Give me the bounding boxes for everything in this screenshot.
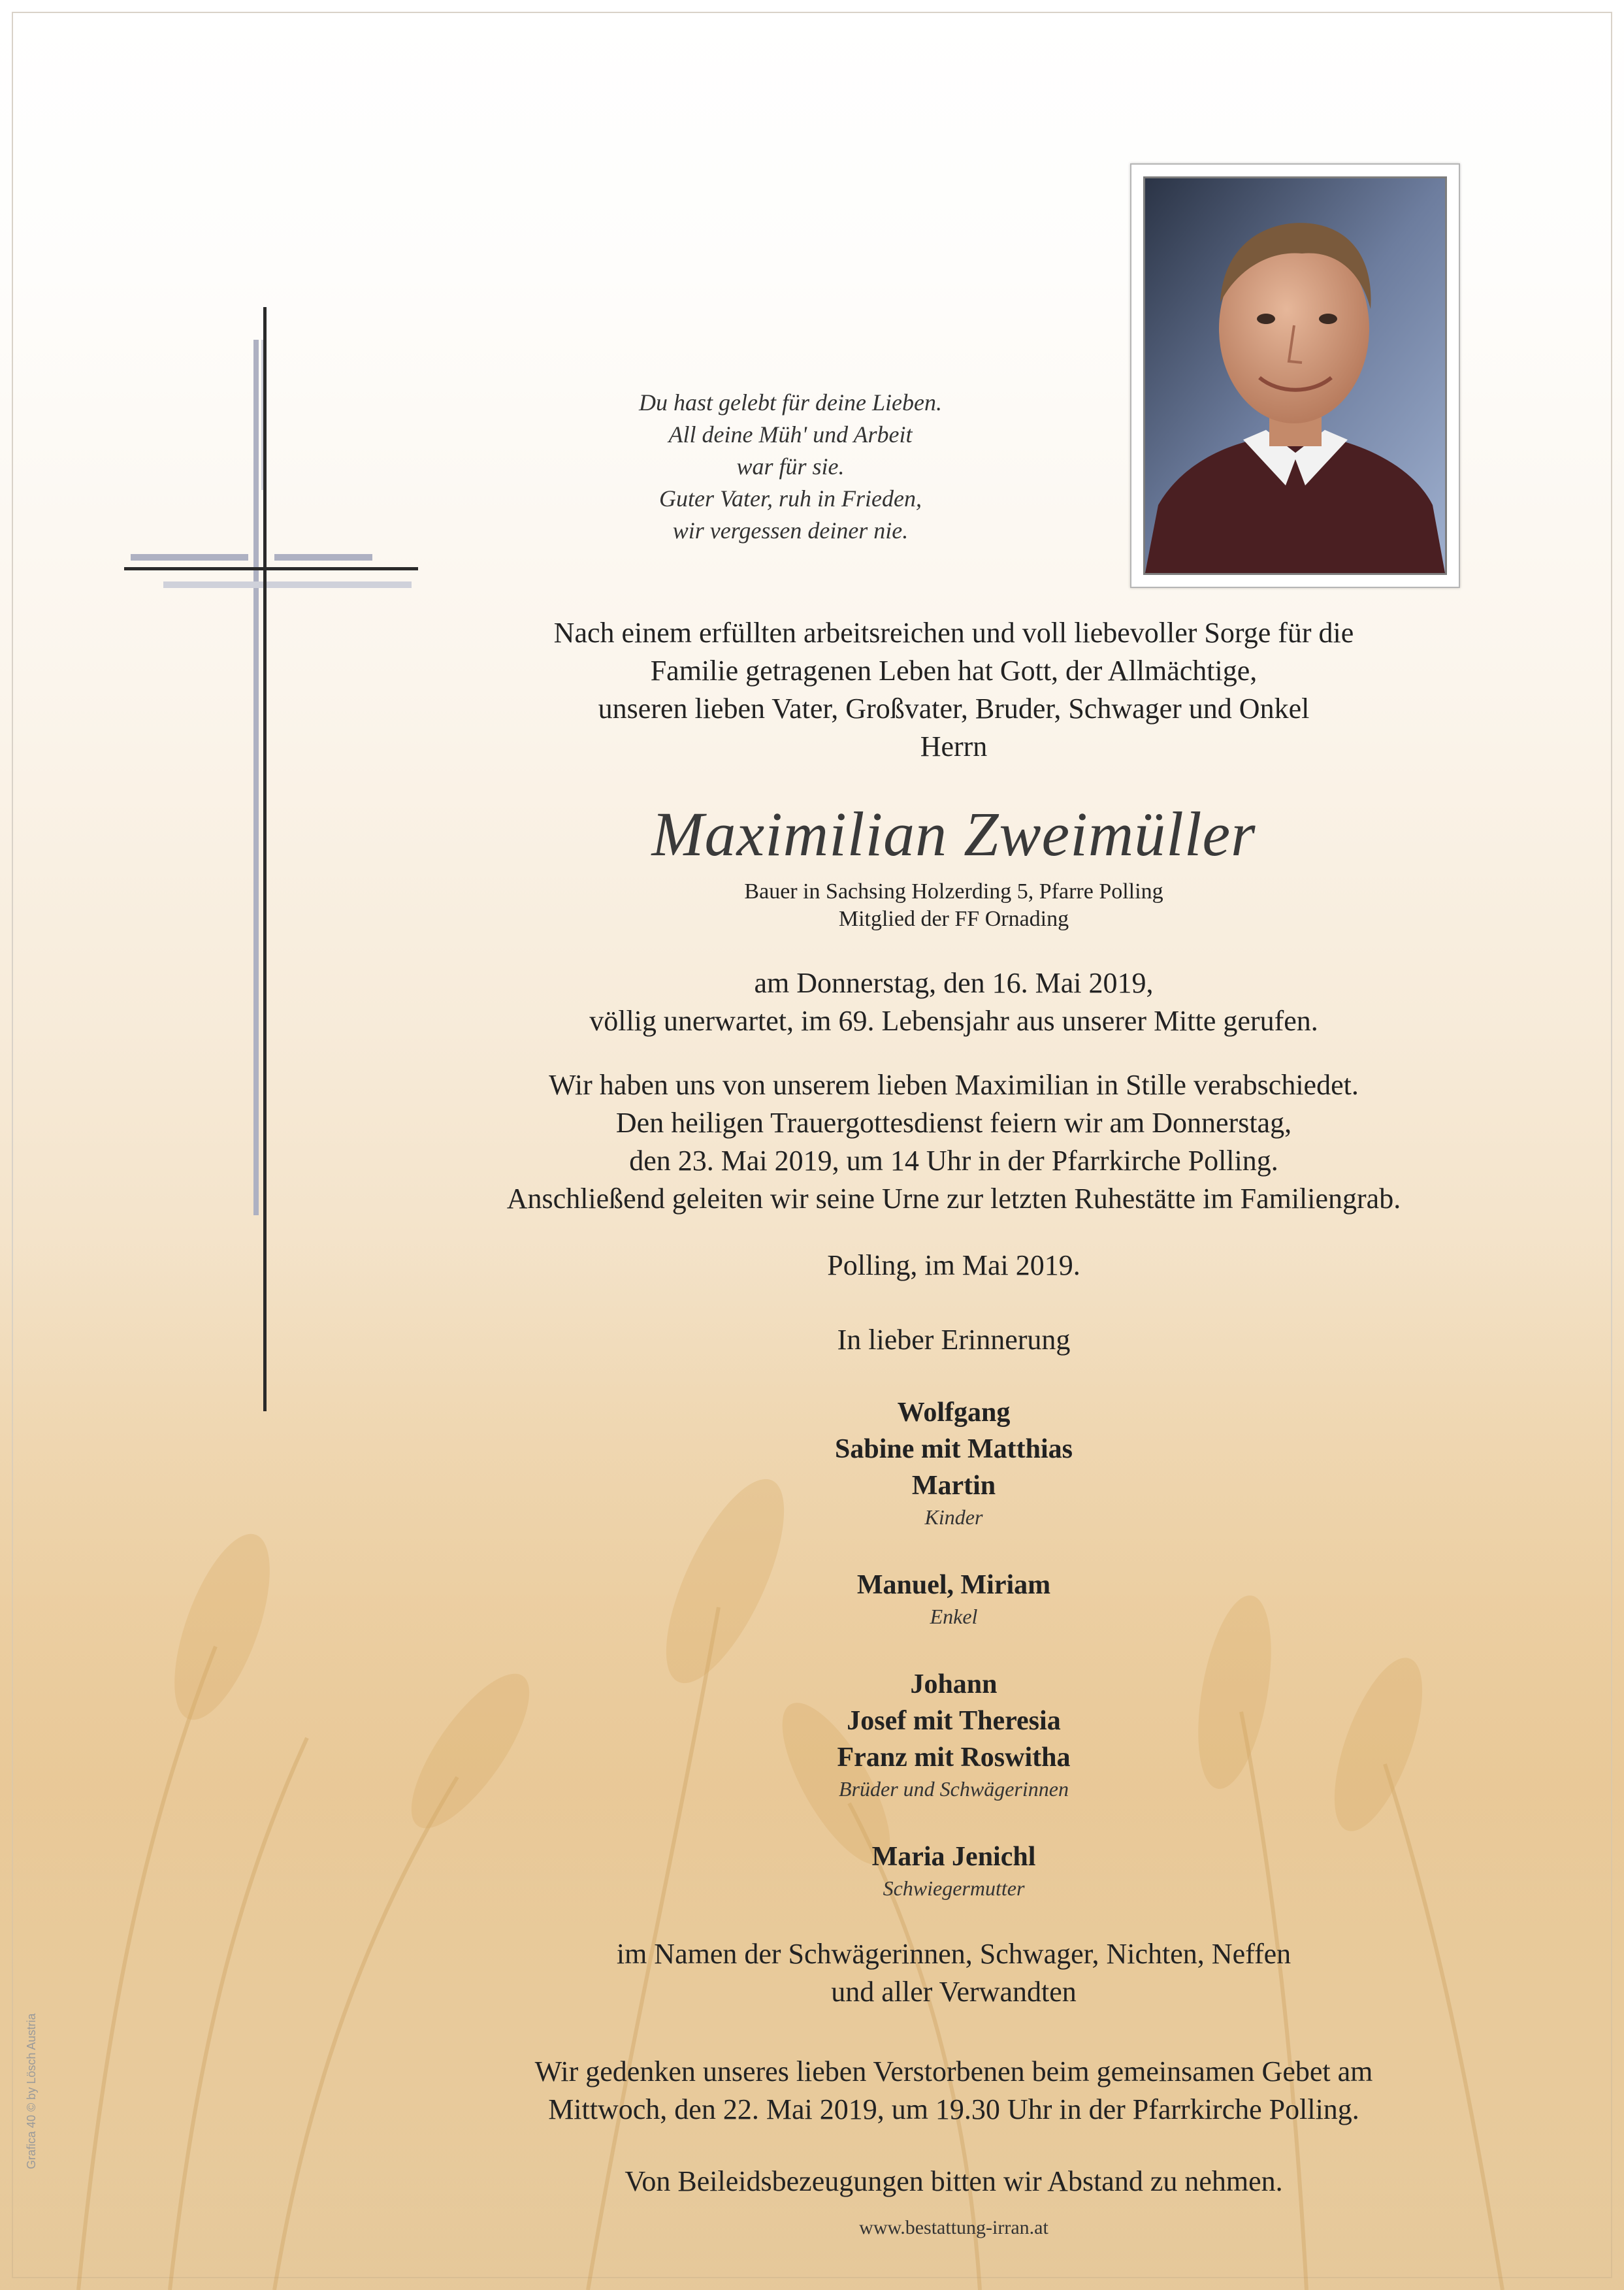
poem-line: Du hast gelebt für deine Lieben. <box>639 389 942 416</box>
intro-line: unseren lieben Vater, Großvater, Bruder, Schwager und Onkel <box>598 693 1310 725</box>
death-notice <box>366 964 1542 1040</box>
relatives-note <box>366 1935 1542 2011</box>
family-name: Wolfgang <box>897 1398 1011 1428</box>
poem-line: war für sie. <box>736 453 845 480</box>
family-group-children <box>366 1394 1542 1530</box>
deceased-membership: Mitglied der FF Ornading <box>838 907 1069 931</box>
place-date: Polling, im Mai 2019. <box>827 1249 1080 1281</box>
poem-line: Guter Vater, ruh in Frieden, <box>659 485 922 512</box>
condolence-note: Von Beileidsbezeugungen bitten wir Abstand zu nehmen. <box>625 2165 1283 2197</box>
family-name: Manuel, Miriam <box>856 1570 1051 1600</box>
design-credit: Grafica 40 © by Lösch Austria <box>25 2013 38 2169</box>
service-line: Wir haben uns von unserem lieben Maximilian in Stille verabschiedet. <box>549 1069 1359 1101</box>
family-relation: Schwiegermutter <box>883 1876 1025 1900</box>
intro-line: Herrn <box>920 730 988 762</box>
family-group-mother-in-law <box>366 1839 1542 1901</box>
funeral-home-website: www.bestattung-irran.at <box>859 2217 1048 2238</box>
family-relation: Brüder und Schwägerinnen <box>839 1777 1069 1801</box>
family-group-grandchildren <box>366 1567 1542 1629</box>
memorial-poem <box>510 387 1071 547</box>
death-line: völlig unerwartet, im 69. Lebensjahr aus unserer Mitte gerufen. <box>589 1005 1318 1037</box>
service-line: den 23. Mai 2019, um 14 Uhr in der Pfarrkirche Polling. <box>629 1145 1278 1177</box>
prayer-line: Wir gedenken unseres lieben Verstorbenen beim gemeinsamen Gebet am <box>534 2055 1373 2087</box>
family-name: Sabine mit Matthias <box>834 1434 1073 1464</box>
relatives-line: im Namen der Schwägerinnen, Schwager, Nichten, Neffen <box>616 1938 1291 1970</box>
intro-line: Familie getragenen Leben hat Gott, der Allmächtige, <box>650 655 1258 687</box>
family-relation: Kinder <box>924 1505 983 1529</box>
poem-line: All deine Müh' und Arbeit <box>668 421 913 448</box>
deceased-occupation: Bauer in Sachsing Holzerding 5, Pfarre Polling <box>744 879 1163 904</box>
family-relation: Enkel <box>930 1605 978 1628</box>
service-line: Anschließend geleiten wir seine Urne zur letzten Ruhestätte im Familiengrab. <box>506 1183 1401 1215</box>
portrait-frame <box>1130 163 1460 588</box>
family-name: Franz mit Roswitha <box>837 1742 1071 1773</box>
family-name: Johann <box>910 1669 998 1699</box>
prayer-line: Mittwoch, den 22. Mai 2019, um 19.30 Uhr in der Pfarrkirche Polling. <box>548 2093 1359 2125</box>
deceased-name: Maximilian Zweimüller <box>651 799 1256 869</box>
intro-line: Nach einem erfüllten arbeitsreichen und voll liebevoller Sorge für die <box>553 617 1354 649</box>
portrait-photo <box>1143 176 1447 575</box>
family-name: Maria Jenichl <box>871 1842 1036 1872</box>
remembrance-heading: In lieber Erinnerung <box>837 1324 1071 1356</box>
prayer-info <box>366 2053 1542 2129</box>
service-line: Den heiligen Trauergottesdienst feiern wir am Donnerstag, <box>615 1107 1292 1139</box>
poem-line: wir vergessen deiner nie. <box>672 517 909 544</box>
deceased-block <box>366 798 1542 933</box>
portrait-illustration <box>1145 178 1445 573</box>
death-line: am Donnerstag, den 16. Mai 2019, <box>754 967 1154 999</box>
family-name: Martin <box>911 1471 996 1501</box>
service-info <box>366 1066 1542 1218</box>
intro-text <box>366 614 1542 766</box>
relatives-line: und aller Verwandten <box>831 1976 1077 2008</box>
family-group-siblings <box>366 1666 1542 1802</box>
family-name: Josef mit Theresia <box>847 1706 1061 1736</box>
